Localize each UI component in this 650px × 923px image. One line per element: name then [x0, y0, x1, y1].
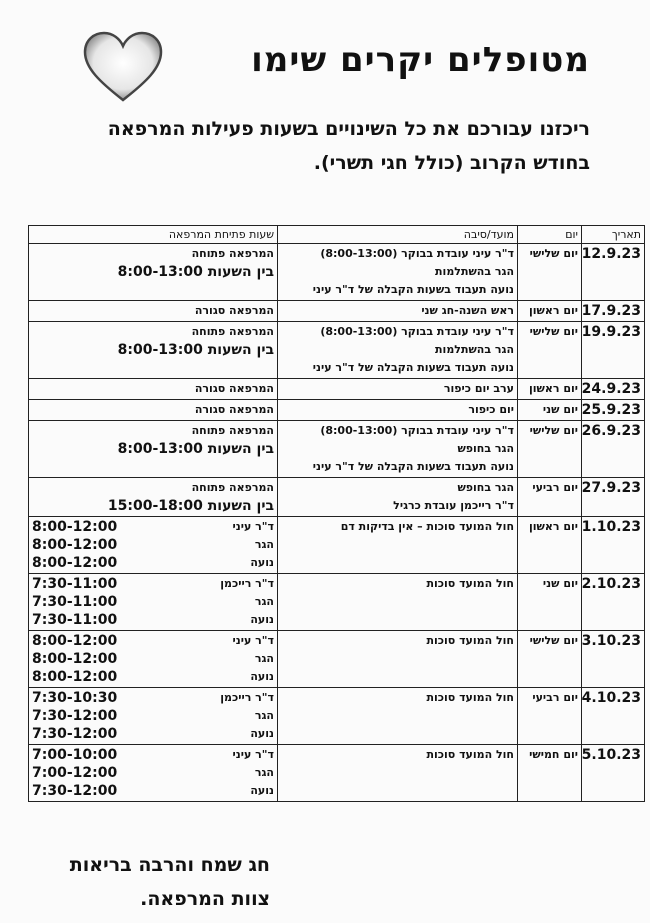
reason-line: ד"ר עיני עובדת בבוקר (8:00-13:00) — [320, 325, 514, 338]
clinic-status: המרפאה פתוחה — [191, 247, 274, 260]
staff-shift — [32, 632, 274, 650]
staff-time: 8:00-12:00 — [32, 537, 118, 553]
staff-name: ד"ר רייכמן — [220, 577, 274, 590]
footer-line: צוות המרפאה. — [140, 888, 270, 910]
opening-hours: בין השעות 8:00-13:00 — [117, 264, 274, 280]
clinic-status: המרפאה פתוחה — [191, 481, 274, 494]
opening-hours: בין השעות 8:00-13:00 — [117, 342, 274, 358]
heart-outline-icon — [82, 30, 164, 104]
table-row — [29, 745, 645, 802]
cell-reason — [278, 400, 518, 421]
staff-name: הגר — [254, 709, 274, 722]
schedule-body — [29, 244, 645, 802]
reason-line: ראש השנה-חג שני — [421, 304, 514, 317]
cell-hours — [29, 745, 278, 802]
cell-hours — [29, 688, 278, 745]
staff-name: נועה — [250, 670, 274, 683]
cell-date: 17.9.23 — [582, 301, 645, 322]
staff-time: 8:00-12:00 — [32, 669, 118, 685]
schedule-table — [28, 225, 645, 802]
cell-day: יום רביעי — [518, 478, 582, 517]
cell-date: 4.10.23 — [582, 688, 645, 745]
cell-hours — [29, 421, 278, 478]
cell-day: יום שני — [518, 400, 582, 421]
cell-day: יום שני — [518, 574, 582, 631]
reason-line: ערב יום כיפור — [443, 382, 514, 395]
staff-shift — [32, 707, 274, 725]
cell-date: 12.9.23 — [582, 244, 645, 301]
footer-line: חג שמח והרבה בריאות — [69, 854, 270, 876]
reason-line: ד"ר עיני עובדת בבוקר (8:00-13:00) — [320, 247, 514, 260]
intro-line: ריכזנו עבורכם את כל השינויים בשעות פעילות המרפאה — [107, 118, 590, 140]
cell-hours — [29, 379, 278, 400]
staff-time: 7:30-12:00 — [32, 783, 118, 799]
cell-reason — [278, 517, 518, 574]
cell-reason — [278, 478, 518, 517]
staff-time: 7:30-11:00 — [32, 612, 118, 628]
reason-line: נועה תעבוד בשעות הקבלה של ד"ר עיני — [312, 283, 514, 296]
cell-day: יום ראשון — [518, 517, 582, 574]
cell-reason — [278, 379, 518, 400]
staff-time: 8:00-12:00 — [32, 555, 118, 571]
reason-line: הגר בהשתלמות — [435, 343, 514, 356]
staff-time: 7:00-12:00 — [32, 765, 118, 781]
header-reason: מועד/סיבה — [278, 226, 518, 244]
reason-line: ד"ר עיני עובדת בבוקר (8:00-13:00) — [320, 424, 514, 437]
staff-time: 8:00-12:00 — [32, 519, 118, 535]
cell-reason — [278, 421, 518, 478]
table-header-row — [29, 226, 645, 244]
reason-line: נועה תעבוד בשעות הקבלה של ד"ר עיני — [312, 361, 514, 374]
staff-shift — [32, 782, 274, 800]
intro-text — [30, 112, 590, 180]
staff-shift — [32, 650, 274, 668]
page-title: מטופלים יקרים שימו — [251, 40, 590, 80]
clinic-status: המרפאה פתוחה — [191, 325, 274, 338]
table-row — [29, 478, 645, 517]
staff-time: 8:00-12:00 — [32, 651, 118, 667]
cell-date: 25.9.23 — [582, 400, 645, 421]
staff-name: נועה — [250, 784, 274, 797]
clinic-status: המרפאה סגורה — [194, 382, 274, 395]
staff-shift — [32, 611, 274, 629]
staff-shift — [32, 725, 274, 743]
cell-reason — [278, 745, 518, 802]
cell-day: יום שלישי — [518, 421, 582, 478]
cell-day: יום שלישי — [518, 631, 582, 688]
staff-shift — [32, 746, 274, 764]
cell-hours — [29, 244, 278, 301]
table-row — [29, 688, 645, 745]
staff-shift — [32, 554, 274, 572]
cell-reason — [278, 244, 518, 301]
staff-name: נועה — [250, 556, 274, 569]
staff-time: 7:30-12:00 — [32, 726, 118, 742]
table-row — [29, 574, 645, 631]
table-row — [29, 517, 645, 574]
staff-time: 7:30-11:00 — [32, 594, 118, 610]
table-row — [29, 631, 645, 688]
clinic-status: המרפאה סגורה — [194, 304, 274, 317]
staff-name: נועה — [250, 613, 274, 626]
reason-line: הגר בהשתלמות — [435, 265, 514, 278]
cell-reason — [278, 322, 518, 379]
clinic-status: המרפאה פתוחה — [191, 424, 274, 437]
staff-shift — [32, 536, 274, 554]
reason-line: חול המועד סוכות — [426, 748, 514, 761]
reason-line: חול המועד סוכות — [426, 691, 514, 704]
staff-name: הגר — [254, 766, 274, 779]
clinic-status: המרפאה סגורה — [194, 403, 274, 416]
cell-reason — [278, 574, 518, 631]
table-row — [29, 322, 645, 379]
opening-hours: בין השעות 8:00-13:00 — [117, 441, 274, 457]
cell-date: 1.10.23 — [582, 517, 645, 574]
staff-name: ד"ר רייכמן — [220, 691, 274, 704]
reason-line: חול המועד סוכות — [426, 634, 514, 647]
cell-hours — [29, 517, 278, 574]
reason-line: ד"ר רייכמן עובדת כרגיל — [393, 499, 514, 512]
cell-hours — [29, 400, 278, 421]
cell-hours — [29, 574, 278, 631]
reason-line: חול המועד סוכות – אין בדיקות דם — [340, 520, 514, 533]
staff-name: הגר — [254, 652, 274, 665]
staff-time: 7:00-10:00 — [32, 747, 118, 763]
cell-hours — [29, 631, 278, 688]
cell-date: 3.10.23 — [582, 631, 645, 688]
staff-time: 7:30-10:30 — [32, 690, 118, 706]
staff-time: 8:00-12:00 — [32, 633, 118, 649]
cell-day: יום שלישי — [518, 322, 582, 379]
cell-date: 2.10.23 — [582, 574, 645, 631]
reason-line: הגר בחופש — [457, 481, 514, 494]
cell-date: 5.10.23 — [582, 745, 645, 802]
cell-day: יום ראשון — [518, 379, 582, 400]
reason-line: נועה תעבוד בשעות הקבלה של ד"ר עיני — [312, 460, 514, 473]
reason-line: הגר בחופש — [457, 442, 514, 455]
cell-reason — [278, 631, 518, 688]
cell-date: 27.9.23 — [582, 478, 645, 517]
staff-name: הגר — [254, 538, 274, 551]
staff-shift — [32, 518, 274, 536]
staff-name: ד"ר עיני — [232, 520, 274, 533]
cell-hours — [29, 322, 278, 379]
table-row — [29, 400, 645, 421]
cell-hours — [29, 478, 278, 517]
table-row — [29, 301, 645, 322]
cell-date: 19.9.23 — [582, 322, 645, 379]
staff-shift — [32, 689, 274, 707]
staff-shift — [32, 764, 274, 782]
cell-hours — [29, 301, 278, 322]
header-date: תאריך — [582, 226, 645, 244]
footer-greeting — [40, 848, 270, 916]
table-row — [29, 379, 645, 400]
staff-time: 7:30-12:00 — [32, 708, 118, 724]
reason-line: יום כיפור — [468, 403, 514, 416]
header-hours: שעות פתיחת המרפאה — [29, 226, 278, 244]
staff-shift — [32, 593, 274, 611]
table-row — [29, 244, 645, 301]
staff-name: הגר — [254, 595, 274, 608]
staff-name: ד"ר עיני — [232, 748, 274, 761]
staff-name: נועה — [250, 727, 274, 740]
cell-day: יום ראשון — [518, 301, 582, 322]
cell-reason — [278, 688, 518, 745]
cell-date: 26.9.23 — [582, 421, 645, 478]
staff-shift — [32, 575, 274, 593]
cell-reason — [278, 301, 518, 322]
cell-date: 24.9.23 — [582, 379, 645, 400]
header-day: יום — [518, 226, 582, 244]
reason-line: חול המועד סוכות — [426, 577, 514, 590]
cell-day: יום רביעי — [518, 688, 582, 745]
cell-day: יום חמישי — [518, 745, 582, 802]
intro-line: בחודש הקרוב (כולל חגי תשרי). — [313, 152, 590, 174]
staff-time: 7:30-11:00 — [32, 576, 118, 592]
cell-day: יום שלישי — [518, 244, 582, 301]
opening-hours: בין השעות 15:00-18:00 — [107, 498, 274, 514]
staff-name: ד"ר עיני — [232, 634, 274, 647]
staff-shift — [32, 668, 274, 686]
table-row — [29, 421, 645, 478]
